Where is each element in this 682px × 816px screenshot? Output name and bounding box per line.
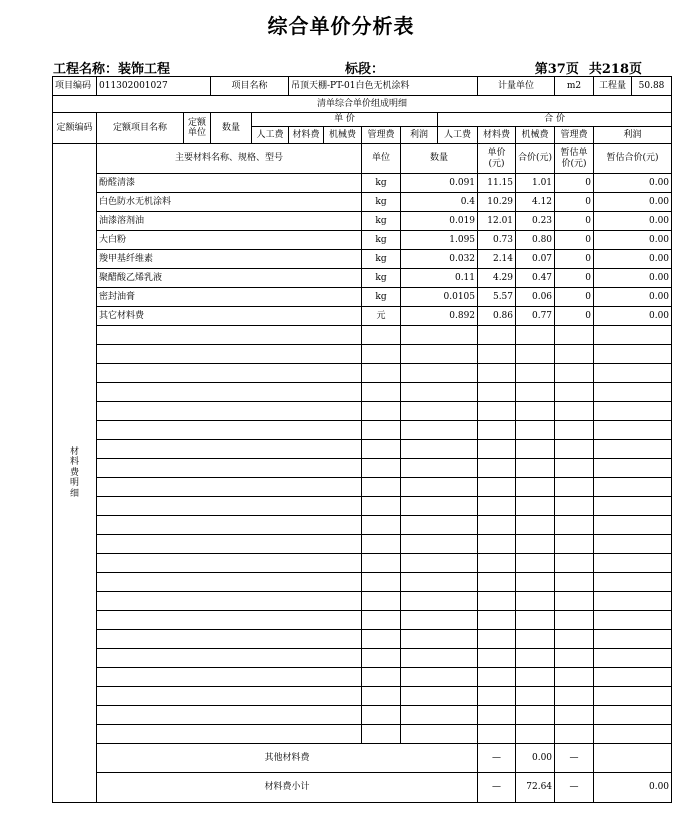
- total-machine-header: 机械费: [516, 127, 555, 144]
- material-name: 酚醛清漆: [97, 174, 362, 193]
- material-row: [53, 212, 672, 231]
- qty-label: 工程量: [594, 77, 632, 96]
- material-row: [53, 250, 672, 269]
- material-total: 0.23: [516, 212, 555, 231]
- material-name: 其它材料费: [97, 307, 362, 326]
- material-est-total: 0.00: [594, 212, 672, 231]
- materials-header-row: [53, 144, 672, 174]
- material-total: 0.47: [516, 269, 555, 288]
- page-number: 第37页: [534, 62, 579, 77]
- material-est-price-header: 暂估单价(元): [555, 144, 594, 174]
- empty-row: [53, 383, 672, 402]
- material-name: 聚醋酸乙烯乳液: [97, 269, 362, 288]
- material-est-price: 0: [555, 193, 594, 212]
- composition-header-row-1: [53, 113, 672, 127]
- side-char: 材: [69, 447, 79, 458]
- quota-item-header: 定额项目名称: [97, 113, 184, 144]
- empty-row: [53, 649, 672, 668]
- other-material-est: [594, 744, 672, 773]
- material-est-total: 0.00: [594, 250, 672, 269]
- empty-row: [53, 592, 672, 611]
- project-name: 装饰工程: [118, 62, 171, 77]
- subtotal-dash: —: [555, 773, 594, 803]
- unit-mgmt-header: 管理费: [362, 127, 401, 144]
- material-price: 4.29: [478, 269, 516, 288]
- material-qty-header: 数量: [401, 144, 478, 174]
- subtotal-est-total: 0.00: [594, 773, 672, 803]
- material-qty: 0.11: [401, 269, 478, 288]
- info-row: [53, 77, 672, 96]
- empty-row: [53, 402, 672, 421]
- code-label: 项目编码: [53, 77, 97, 96]
- other-material-dash: —: [478, 744, 516, 773]
- material-price-header: 单价(元): [478, 144, 516, 174]
- other-material-dash: —: [555, 744, 594, 773]
- other-material-label: 其他材料费: [97, 744, 478, 773]
- total-pages: 共218页: [588, 62, 642, 77]
- empty-row: [53, 668, 672, 687]
- material-qty: 0.892: [401, 307, 478, 326]
- total-profit-header: 利润: [594, 127, 672, 144]
- material-price: 11.15: [478, 174, 516, 193]
- material-qty: 0.091: [401, 174, 478, 193]
- total-mgmt-header: 管理费: [555, 127, 594, 144]
- material-qty: 1.095: [401, 231, 478, 250]
- unit-machine-header: 机械费: [324, 127, 362, 144]
- material-qty: 0.019: [401, 212, 478, 231]
- side-char: 费: [69, 467, 79, 478]
- empty-row: [53, 345, 672, 364]
- material-name: 大白粉: [97, 231, 362, 250]
- material-total: 0.80: [516, 231, 555, 250]
- side-char: 明: [69, 478, 79, 489]
- quota-code-header: 定额编码: [53, 113, 97, 144]
- unit-label: 计量单位: [478, 77, 555, 96]
- quota-unit-header: 定额单位: [184, 113, 211, 144]
- material-total: 1.01: [516, 174, 555, 193]
- material-unit: kg: [362, 288, 401, 307]
- material-total-header: 合价(元): [516, 144, 555, 174]
- material-qty: 0.0105: [401, 288, 478, 307]
- materials-side-label: [53, 144, 97, 803]
- material-unit: kg: [362, 174, 401, 193]
- empty-row: [53, 706, 672, 725]
- empty-row: [53, 364, 672, 383]
- subtotal-label: 材料费小计: [97, 773, 478, 803]
- material-unit-header: 单位: [362, 144, 401, 174]
- material-price: 12.01: [478, 212, 516, 231]
- material-name: 密封油膏: [97, 288, 362, 307]
- material-est-total: 0.00: [594, 307, 672, 326]
- material-name-header: 主要材料名称、规格、型号: [97, 144, 362, 174]
- other-material-total: 0.00: [516, 744, 555, 773]
- material-est-price: 0: [555, 269, 594, 288]
- unit-material-header: 材料费: [289, 127, 324, 144]
- material-unit: kg: [362, 250, 401, 269]
- material-est-price: 0: [555, 174, 594, 193]
- qty-value: 50.88: [632, 77, 672, 96]
- subtotal-total: 72.64: [516, 773, 555, 803]
- unit-value: m2: [555, 77, 594, 96]
- material-qty: 0.4: [401, 193, 478, 212]
- material-est-price: 0: [555, 231, 594, 250]
- empty-row: [53, 535, 672, 554]
- material-est-price: 0: [555, 307, 594, 326]
- empty-row: [53, 440, 672, 459]
- total-price-header: 合 价: [438, 113, 672, 127]
- composition-title-row: [53, 96, 672, 113]
- page-title: 综合单价分析表: [267, 14, 415, 38]
- material-price: 0.86: [478, 307, 516, 326]
- unit-price-header: 单 价: [252, 113, 438, 127]
- empty-row: [53, 573, 672, 592]
- empty-row: [53, 630, 672, 649]
- subtotal-dash: —: [478, 773, 516, 803]
- material-row: [53, 288, 672, 307]
- material-est-total: 0.00: [594, 269, 672, 288]
- material-unit: kg: [362, 231, 401, 250]
- material-unit: kg: [362, 193, 401, 212]
- empty-row: [53, 497, 672, 516]
- quantity-header: 数量: [211, 113, 252, 144]
- item-name: 吊顶天棚-PT-01白色无机涂料: [289, 77, 478, 96]
- project-name-line: [53, 58, 170, 77]
- material-est-price: 0: [555, 212, 594, 231]
- material-price: 2.14: [478, 250, 516, 269]
- empty-row: [53, 516, 672, 535]
- empty-row: [53, 611, 672, 630]
- material-name: 白色防水无机涂料: [97, 193, 362, 212]
- empty-row: [53, 554, 672, 573]
- unit-profit-header: 利润: [401, 127, 438, 144]
- empty-row: [53, 421, 672, 440]
- empty-row: [53, 725, 672, 744]
- section-label: 标段：: [345, 62, 385, 77]
- composition-title: 清单综合单价组成明细: [53, 96, 672, 113]
- material-est-total-header: 暂估合价(元): [594, 144, 672, 174]
- material-row: [53, 231, 672, 250]
- material-price: 5.57: [478, 288, 516, 307]
- project-label: 工程名称：: [53, 62, 119, 77]
- side-char: 料: [69, 457, 79, 468]
- material-total: 0.07: [516, 250, 555, 269]
- material-total: 4.12: [516, 193, 555, 212]
- material-est-total: 0.00: [594, 174, 672, 193]
- material-name: 油漆溶剂油: [97, 212, 362, 231]
- material-unit: kg: [362, 212, 401, 231]
- item-code: 011302001027: [97, 77, 211, 96]
- material-est-total: 0.00: [594, 288, 672, 307]
- material-price: 0.73: [478, 231, 516, 250]
- material-price: 10.29: [478, 193, 516, 212]
- material-est-total: 0.00: [594, 231, 672, 250]
- page-info: [525, 58, 642, 77]
- material-unit: 元: [362, 307, 401, 326]
- analysis-table: [52, 76, 672, 803]
- material-total: 0.06: [516, 288, 555, 307]
- unit-labor-header: 人工费: [252, 127, 289, 144]
- material-row: [53, 269, 672, 288]
- item-name-label: 项目名称: [211, 77, 289, 96]
- empty-row: [53, 687, 672, 706]
- material-total: 0.77: [516, 307, 555, 326]
- total-labor-header: 人工费: [438, 127, 478, 144]
- material-est-price: 0: [555, 288, 594, 307]
- total-material-header: 材料费: [478, 127, 516, 144]
- other-material-row: [53, 744, 672, 773]
- material-unit: kg: [362, 269, 401, 288]
- material-est-price: 0: [555, 250, 594, 269]
- empty-row: [53, 459, 672, 478]
- subtotal-row: [53, 773, 672, 803]
- empty-row: [53, 326, 672, 345]
- material-name: 羧甲基纤维素: [97, 250, 362, 269]
- empty-row: [53, 478, 672, 497]
- material-row: [53, 307, 672, 326]
- material-qty: 0.032: [401, 250, 478, 269]
- material-row: [53, 174, 672, 193]
- material-est-total: 0.00: [594, 193, 672, 212]
- side-char: 细: [69, 488, 79, 499]
- material-row: [53, 193, 672, 212]
